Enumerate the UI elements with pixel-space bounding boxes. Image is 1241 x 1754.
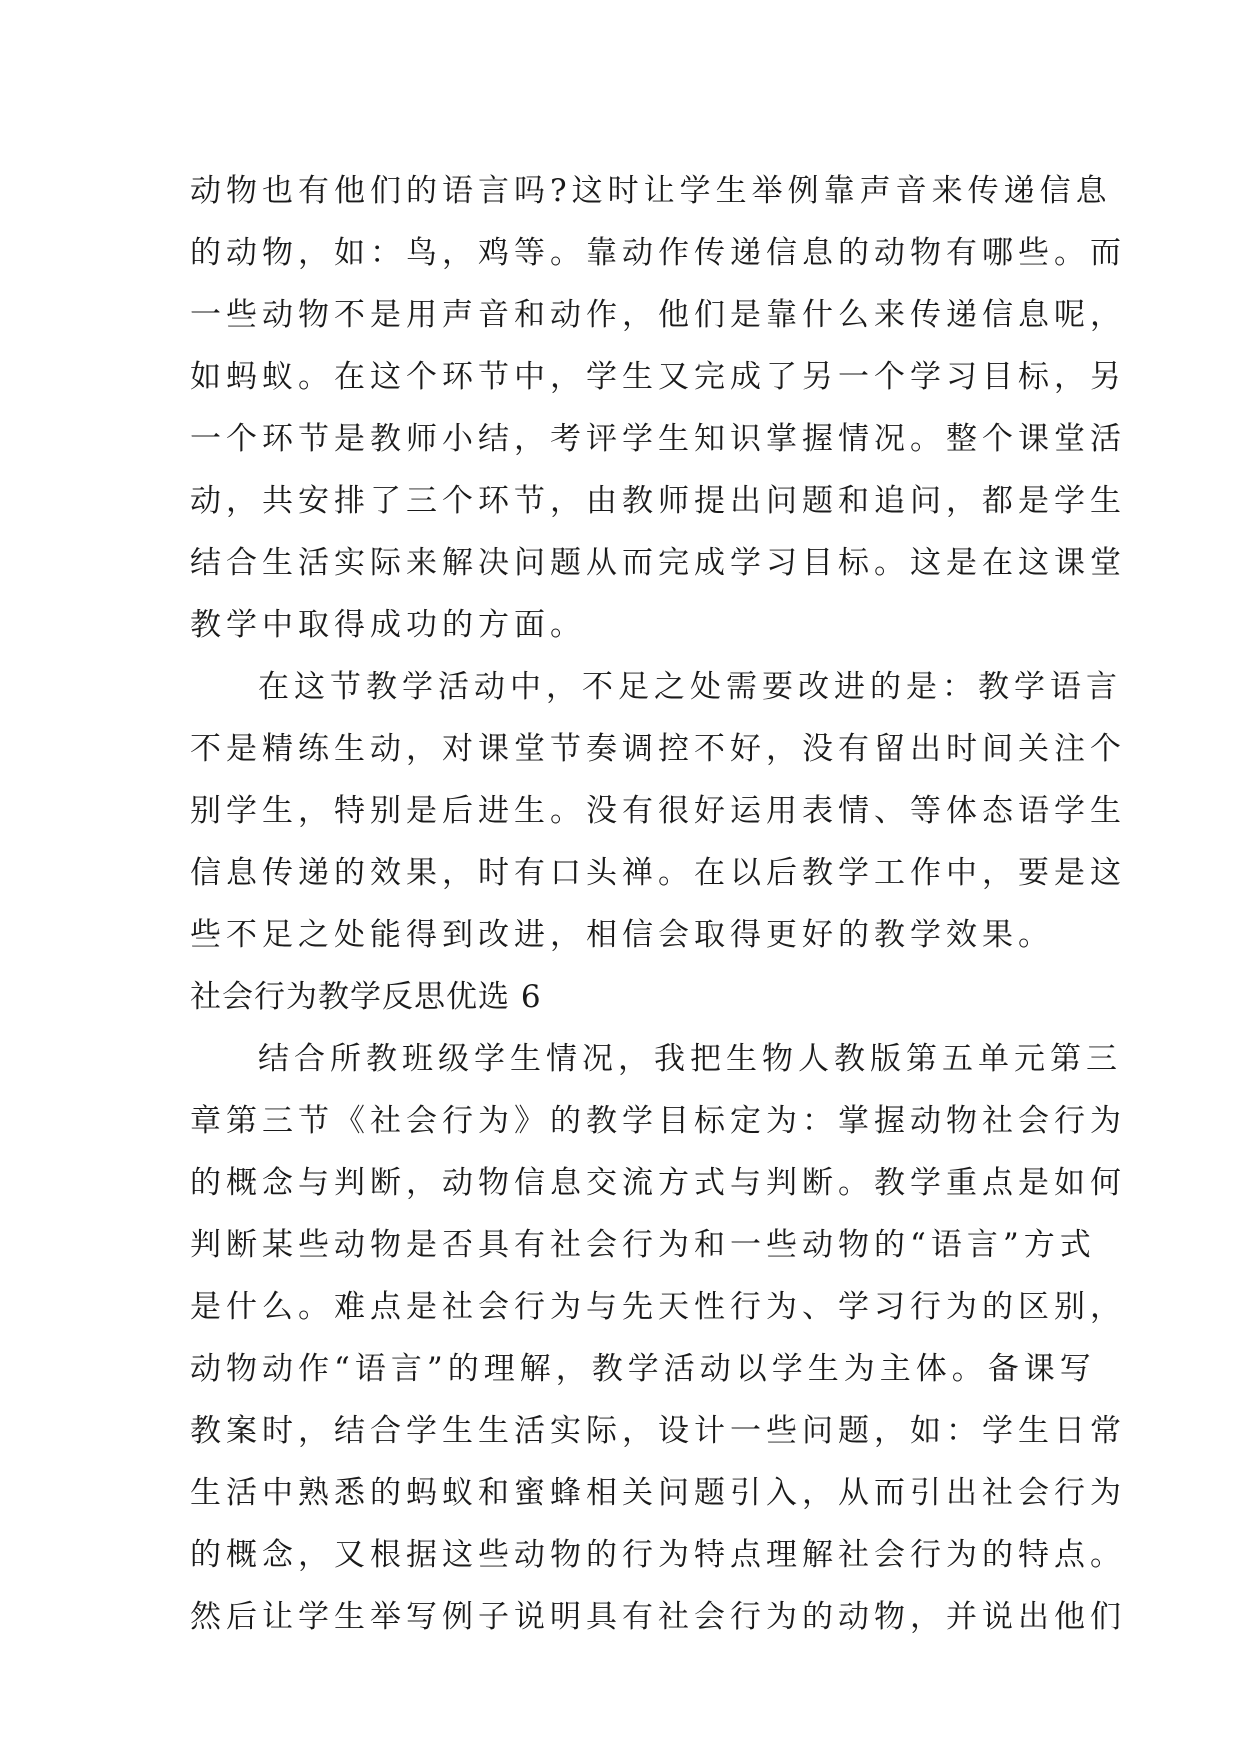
section-title: 社会行为教学反思优选 6 (190, 979, 542, 1015)
paragraph-line: 生活中熟悉的蚂蚁和蜜蜂相关问题引入，从而引出社会行为 (190, 1475, 1126, 1511)
paragraph-line: 然后让学生举写例子说明具有社会行为的动物，并说出他们 (190, 1599, 1126, 1635)
paragraph-line: 别学生，特别是后进生。没有很好运用表情、等体态语学生 (190, 793, 1126, 829)
paragraph-line: 的概念与判断，动物信息交流方式与判断。教学重点是如何 (190, 1165, 1126, 1201)
paragraph-line: 动物动作“语言”的理解，教学活动以学生为主体。备课写 (190, 1351, 1096, 1387)
paragraph-line: 章第三节《社会行为》的教学目标定为：掌握动物社会行为 (190, 1103, 1126, 1139)
paragraph-line: 动物也有他们的语言吗?这时让学生举例靠声音来传递信息 (190, 173, 1112, 209)
section-heading (190, 966, 1090, 1028)
paragraph-2 (190, 656, 1126, 966)
paragraph-line: 一个环节是教师小结，考评学生知识掌握情况。整个课堂活 (190, 421, 1126, 457)
paragraph-line: 教学中取得成功的方面。 (190, 607, 586, 643)
paragraph-line: 些不足之处能得到改进，相信会取得更好的教学效果。 (190, 917, 1054, 953)
paragraph-line: 判断某些动物是否具有社会行为和一些动物的“语言”方式 (190, 1227, 1096, 1263)
paragraph-line: 一些动物不是用声音和动作，他们是靠什么来传递信息呢， (190, 297, 1126, 333)
paragraph-line: 不是精练生动，对课堂节奏调控不好，没有留出时间关注个 (190, 731, 1126, 767)
paragraph-line: 信息传递的效果，时有口头禅。在以后教学工作中，要是这 (190, 855, 1126, 891)
paragraph-line: 结合生活实际来解决问题从而完成学习目标。这是在这课堂 (190, 545, 1126, 581)
paragraph-line: 的概念，又根据这些动物的行为特点理解社会行为的特点。 (190, 1537, 1126, 1573)
paragraph-line: 动，共安排了三个环节，由教师提出问题和追问，都是学生 (190, 483, 1126, 519)
paragraph-line: 如蚂蚁。在这个环节中，学生又完成了另一个学习目标，另 (190, 359, 1126, 395)
paragraph-3 (190, 1028, 1126, 1648)
paragraph-line: 结合所教班级学生情况，我把生物人教版第五单元第三 (258, 1041, 1122, 1077)
paragraph-line: 是什么。难点是社会行为与先天性行为、学习行为的区别， (190, 1289, 1126, 1325)
paragraph-line: 的动物，如：鸟，鸡等。靠动作传递信息的动物有哪些。而 (190, 235, 1126, 271)
paragraph-1 (190, 160, 1126, 656)
paragraph-line: 教案时，结合学生生活实际，设计一些问题，如：学生日常 (190, 1413, 1126, 1449)
document-body (190, 160, 1126, 1648)
paragraph-line: 在这节教学活动中，不足之处需要改进的是：教学语言 (258, 669, 1122, 705)
